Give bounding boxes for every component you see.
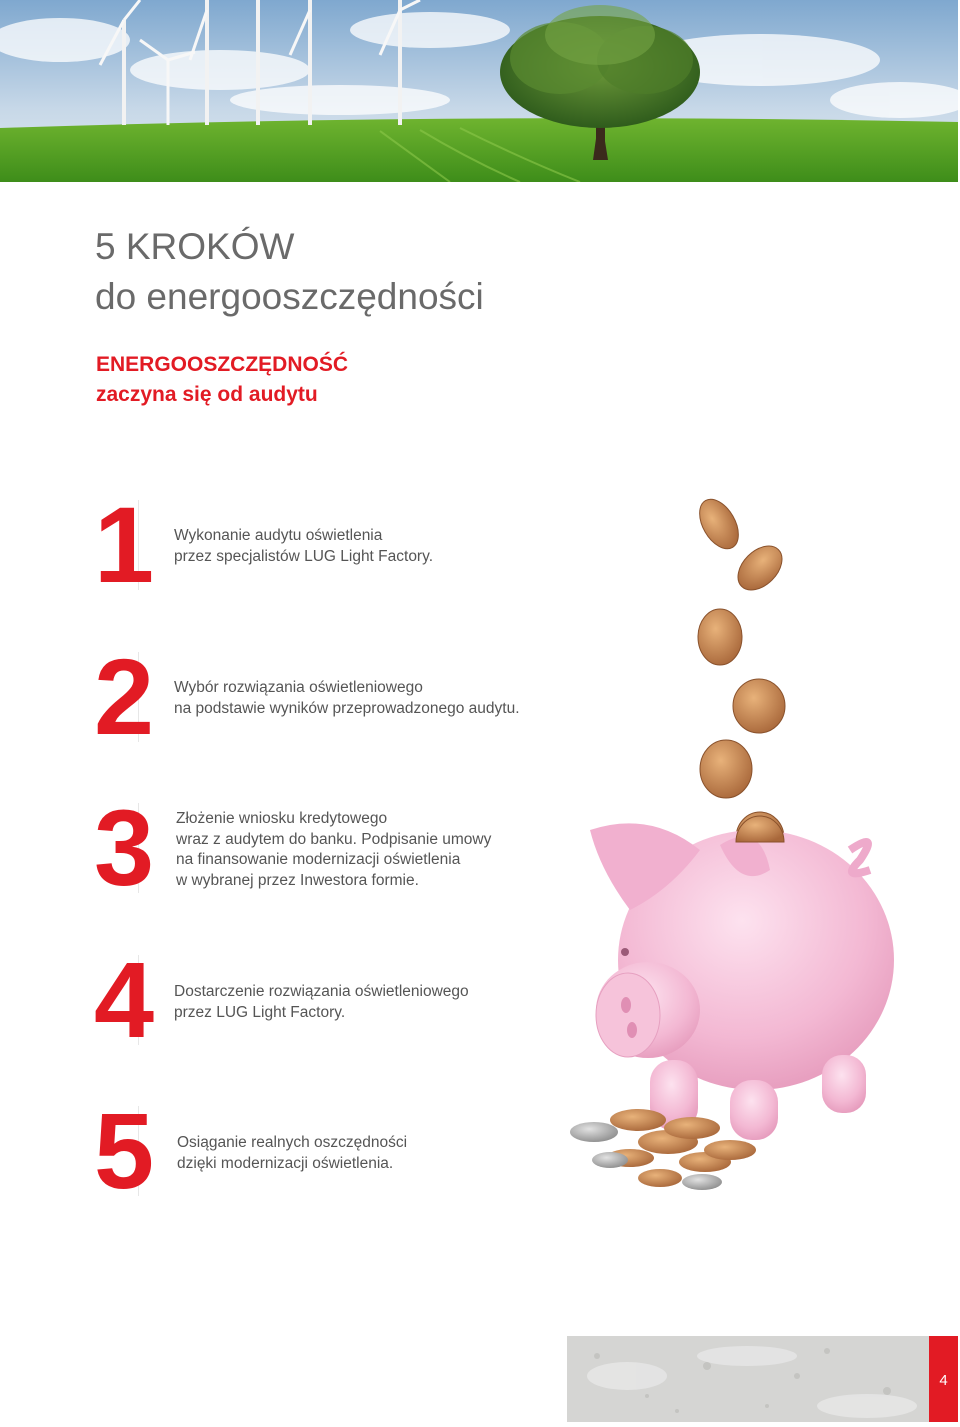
step-text-line: na podstawie wyników przeprowadzonego audytu. (174, 699, 520, 717)
step-text-line: na finansowanie modernizacji oświetlenia (176, 851, 461, 868)
step-text (177, 1133, 407, 1174)
step-text-line: Dostarczenie rozwiązania oświetleniowego (174, 983, 469, 1000)
page-subtitle (96, 350, 348, 410)
step-number: 4 (94, 939, 151, 1060)
hero-image (0, 0, 958, 182)
step-text-line: Osiąganie realnych oszczędności (177, 1134, 408, 1151)
page-title (95, 222, 484, 322)
piggy-bank-illustration (560, 490, 960, 1210)
step-text (174, 526, 433, 567)
step-text-line: dzięki modernizacji oświetlenia. (177, 1154, 394, 1172)
step-text (174, 678, 520, 719)
title-line-2: do energooszczędności (95, 276, 484, 317)
step-text-line: przez specjalistów LUG Light Factory. (174, 547, 434, 565)
step-number: 5 (94, 1090, 151, 1211)
step-number: 3 (94, 787, 151, 908)
subtitle-line-2: zaczyna się od audytu (96, 383, 318, 406)
step-text-line: w wybranej przez Inwestora formie. (176, 871, 419, 889)
subtitle-line-1: ENERGOOSZCZĘDNOŚĆ (96, 353, 349, 376)
step-text-line: Wybór rozwiązania oświetleniowego (174, 679, 423, 696)
title-line-1: 5 KROKÓW (95, 226, 295, 267)
step-number: 1 (94, 484, 151, 605)
page-number-box (929, 1336, 958, 1422)
step-text-line: przez LUG Light Factory. (174, 1003, 346, 1021)
step-text (174, 982, 469, 1023)
step-text-line: Wykonanie audytu oświetlenia (174, 527, 383, 544)
page-number: 4 (939, 1372, 948, 1389)
step-number: 2 (94, 636, 151, 757)
step-text (176, 809, 491, 891)
footer-texture (567, 1336, 930, 1422)
step-text-line: wraz z audytem do banku. Podpisanie umowy (176, 830, 492, 848)
step-text-line: Złożenie wniosku kredytowego (176, 810, 388, 827)
